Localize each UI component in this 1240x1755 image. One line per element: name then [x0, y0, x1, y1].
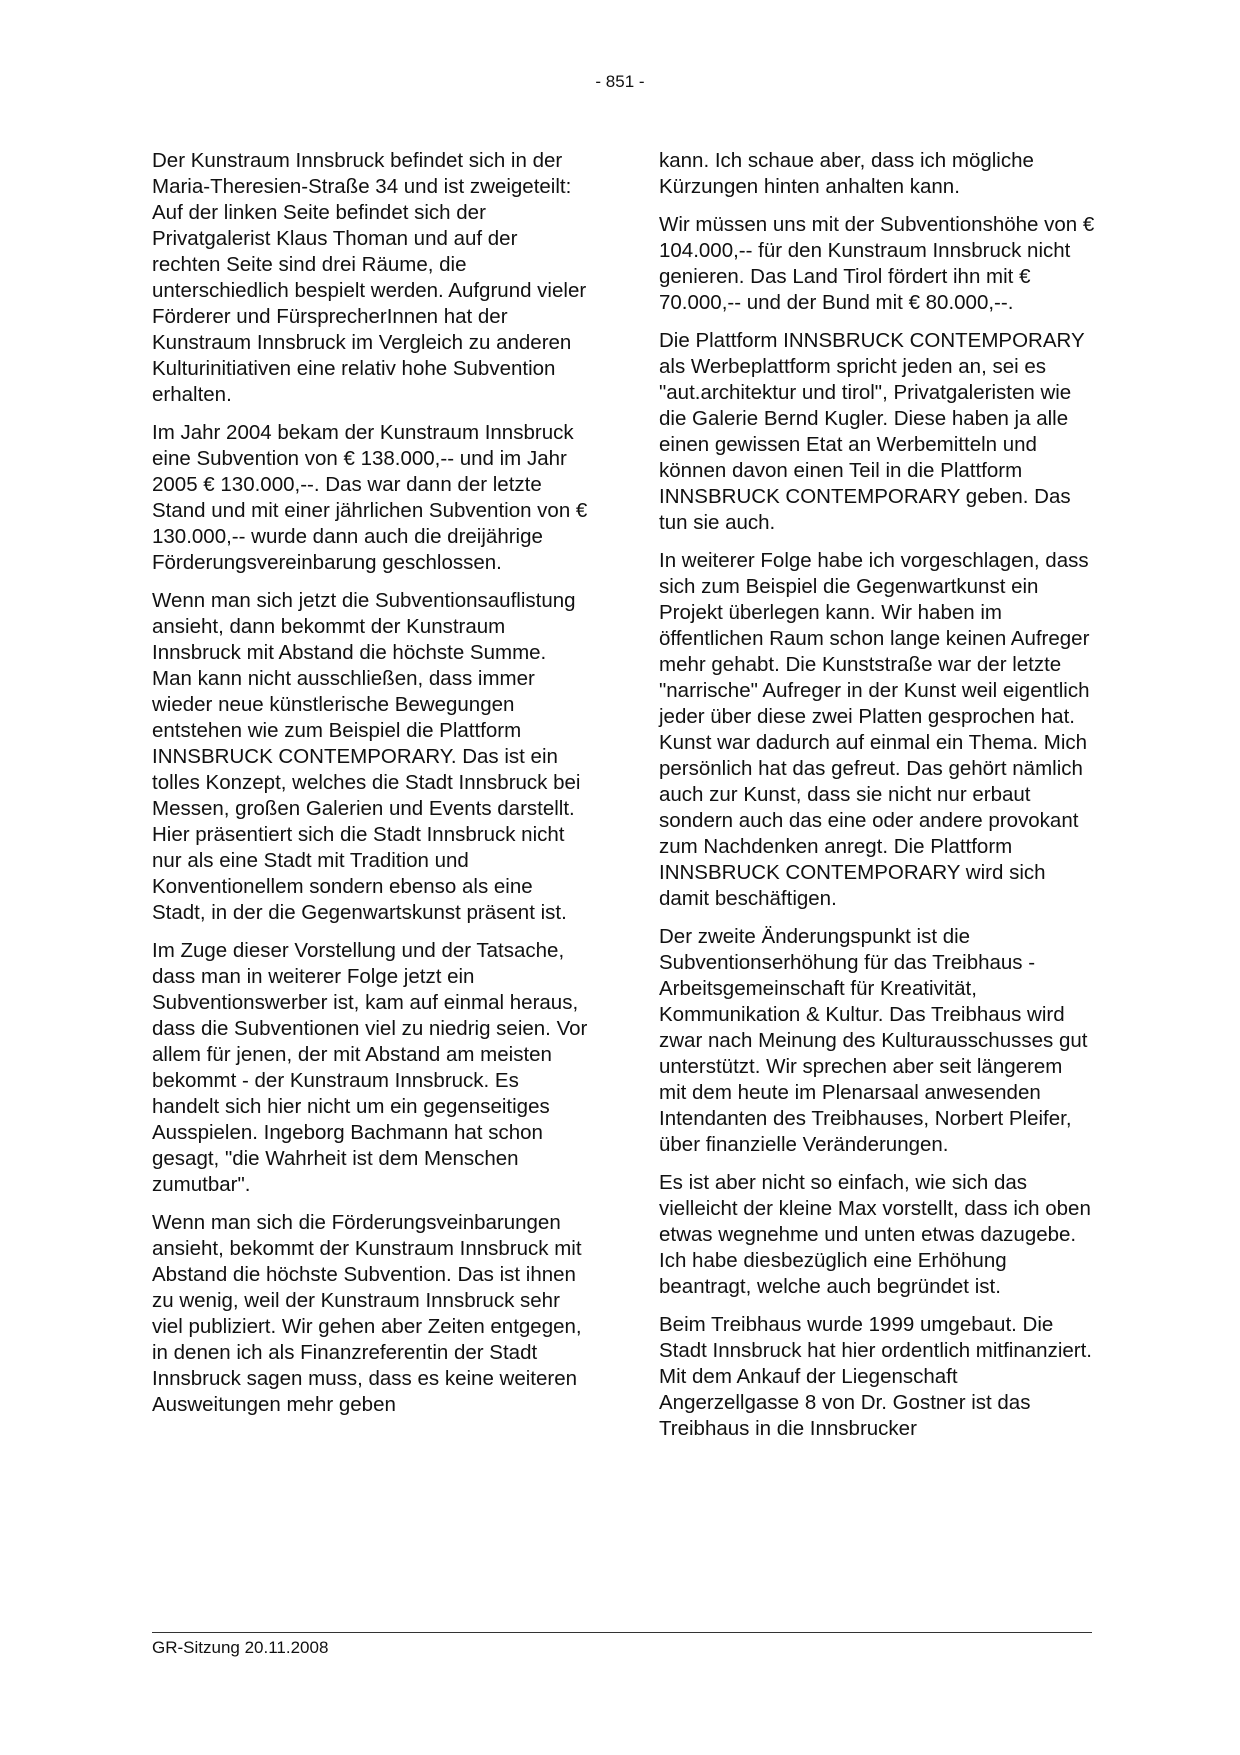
page-number: - 851 -	[595, 72, 645, 91]
left-column	[152, 148, 588, 1430]
paragraph: Wenn man sich jetzt die Subventionsauflistung ansieht, dann bekommt der Kunstraum Innsbruck mit Abstand die höchste Summe. Man kann nicht ausschließen, dass immer wieder neue künstlerische Bewegungen entstehen wie zum Beispiel die Plattform INNSBRUCK CONTEMPORARY. Das ist ein tolles Konzept, welches die Stadt Innsbruck bei Messen, großen Galerien und Events darstellt. Hier präsentiert sich die Stadt Innsbruck nicht nur als eine Stadt mit Tradition und Konventionellem sondern ebenso als eine Stadt, in der die Gegenwartskunst präsent ist.	[152, 589, 581, 924]
paragraph: Die Plattform INNSBRUCK CONTEMPORARY als Werbeplattform spricht jeden an, sei es "aut.architektur und tirol", Privatgaleristen wie die Galerie Bernd Kugler. Diese haben ja alle einen gewissen Etat an Werbemitteln und können davon einen Teil in die Plattform INNSBRUCK CONTEMPORARY geben. Das tun sie auch.	[659, 329, 1085, 534]
paragraph: Es ist aber nicht so einfach, wie sich das vielleicht der kleine Max vorstellt, dass ich oben etwas wegnehme und unten etwas dazugebe. Ich habe diesbezüglich eine Erhöhung beantragt, welche auch begründet ist.	[659, 1171, 1091, 1298]
paragraph: Im Zuge dieser Vorstellung und der Tatsache, dass man in weiterer Folge jetzt ein Subventionswerber ist, kam auf einmal heraus, dass die Subventionen viel zu niedrig seien. Vor allem für jenen, der mit Abstand am meisten bekommt - der Kunstraum Innsbruck. Es handelt sich hier nicht um ein gegenseitiges Ausspielen. Ingeborg Bachmann hat schon gesagt, "die Wahrheit ist dem Menschen zumutbar".	[152, 939, 588, 1196]
paragraph: In weiterer Folge habe ich vorgeschlagen, dass sich zum Beispiel die Gegenwartkunst ein Projekt überlegen kann. Wir haben im öffentlichen Raum schon lange keinen Aufreger mehr gehabt. Die Kunststraße war der letzte "narrische" Aufreger in der Kunst weil eigentlich jeder über diese zwei Platten gesprochen hat. Kunst war dadurch auf einmal ein Thema. Mich persönlich hat das gefreut. Das gehört nämlich auch zur Kunst, dass sie nicht nur erbaut sondern auch das eine oder andere provokant zum Nachdenken anregt. Die Plattform INNSBRUCK CONTEMPORARY wird sich damit beschäftigen.	[659, 549, 1090, 910]
paragraph: Wir müssen uns mit der Subventionshöhe von € 104.000,-- für den Kunstraum Innsbruck nicht genieren. Das Land Tirol fördert ihn mit € 70.000,-- und der Bund mit € 80.000,--.	[659, 213, 1095, 314]
paragraph: Der Kunstraum Innsbruck befindet sich in der Maria-Theresien-Straße 34 und ist zweigeteilt: Auf der linken Seite befindet sich der Privatgalerist Klaus Thoman und auf der rechten Seite sind drei Räume, die unterschiedlich bespielt werden. Aufgrund vieler Förderer und FürsprecherInnen hat der Kunstraum Innsbruck im Vergleich zu anderen Kulturinitiativen eine relativ hohe Subvention erhalten.	[152, 149, 587, 406]
footer-divider	[152, 1632, 1092, 1633]
paragraph: Der zweite Änderungspunkt ist die Subventionserhöhung für das Treibhaus - Arbeitsgemeinschaft für Kreativität, Kommunikation & Kultur. Das Treibhaus wird zwar nach Meinung des Kulturausschusses gut unterstützt. Wir sprechen aber seit längerem mit dem heute im Plenarsaal anwesenden Intendanten des Treibhauses, Norbert Pleifer, über finanzielle Veränderungen.	[659, 925, 1088, 1156]
paragraph: Im Jahr 2004 bekam der Kunstraum Innsbruck eine Subvention von € 138.000,-- und im Jahr 2005 € 130.000,--. Das war dann der letzte Stand und mit einer jährlichen Subvention von € 130.000,-- wurde dann auch die dreijährige Förderungsvereinbarung geschlossen.	[152, 421, 588, 574]
right-column	[659, 148, 1095, 1454]
paragraph: Wenn man sich die Förderungsveinbarungen ansieht, bekommt der Kunstraum Innsbruck mit Abstand die höchste Subvention. Das ist ihnen zu wenig, weil der Kunstraum Innsbruck sehr viel publiziert. Wir gehen aber Zeiten entgegen, in denen ich als Finanzreferentin der Stadt Innsbruck sagen muss, dass es keine weiteren Ausweitungen mehr geben	[152, 1211, 582, 1416]
footer-session-date: GR-Sitzung 20.11.2008	[152, 1638, 329, 1657]
paragraph: kann. Ich schaue aber, dass ich mögliche Kürzungen hinten anhalten kann.	[659, 149, 1034, 198]
paragraph: Beim Treibhaus wurde 1999 umgebaut. Die Stadt Innsbruck hat hier ordentlich mitfinanziert. Mit dem Ankauf der Liegenschaft Angerzellgasse 8 von Dr. Gostner ist das Treibhaus in die Innsbrucker	[659, 1313, 1092, 1440]
